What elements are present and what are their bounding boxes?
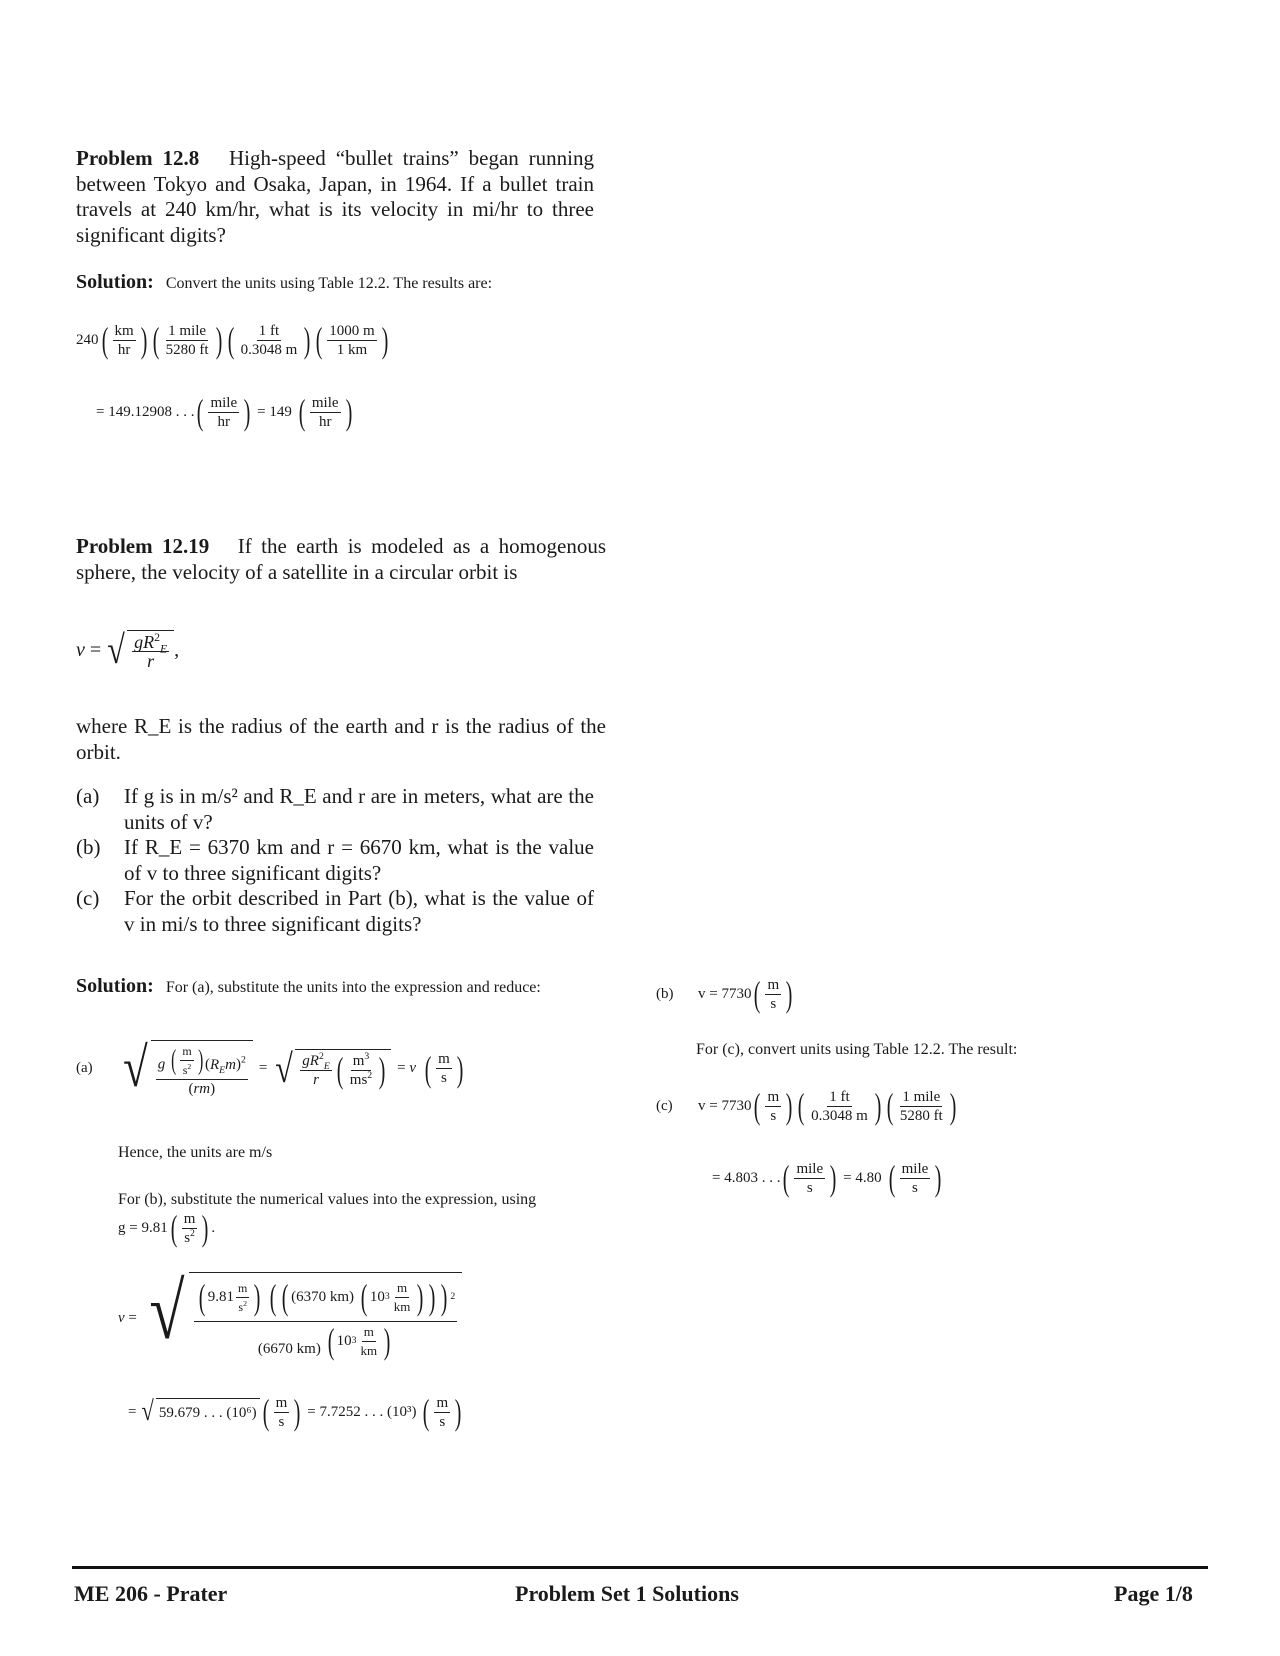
equation-c-result: = 4.803 . . . ( $\frac{\text{mile}}{s}$ ) = 4.80 ( $\frac{\text{mile}}{s}$ ) [712, 1158, 942, 1198]
equation-12-8-b: = 149.12908 . . . ( $\frac{\text{mile}}{hr}$ ) = 149 ( $\frac{\text{mile}}{hr}$ ) [96, 392, 352, 432]
solution-12-8 [76, 272, 636, 294]
where-text: where R_E is the radius of the earth and r is the radius of the orbit. [76, 714, 606, 764]
footer-left: ME 206 - Prater [74, 1581, 228, 1606]
for-b-text: For (b), substitute the numerical values into the expression, using [118, 1191, 537, 1208]
equation-b-numeric: v = √ ( 9.81 $\frac{m}{s^2}$ ) ( ( (6370 km) ( 10 3 $\frac{m}{km}$ ) ) ) 2 (6670 km) ( 10 3 $\frac{m}{km}$ ) [118, 1272, 462, 1364]
footer-center: Problem Set 1 Solutions [515, 1581, 739, 1606]
question-a: (a) If g is in m/s² and R_E and r are in meters, what are the units of v? [76, 784, 594, 834]
formula-lhs: v = [76, 638, 102, 661]
solution-12-19 [76, 976, 606, 998]
problem-label: Problem 12.8 [76, 146, 200, 170]
equation-a-units: (a) √ g ( $\frac{m}{s^2}$ ) $(R_Em)^2$ (rm) = √ $\frac{gR^2_E}{r}$ ( $\frac{m^3}{ms^2}$ ) = v ( $\frac{m}{s}$ ) [76, 1037, 464, 1099]
footer-rule [72, 1566, 1208, 1569]
problem-label: Problem 12.19 [76, 534, 210, 558]
question-c: (c) For the orbit described in Part (b), what is the value of v in mi/s to three significant digits? [76, 886, 594, 936]
equation-12-8-a: 240 ( $\frac{km}{hr}$ ) ( $\frac{\text{1 mile}}{5280 ft}$ ) ( $\frac{1 ft}{0.3048 m}$ ) ( $\frac{1000 m}{1 km}$ ) [76, 320, 388, 360]
footer-page-number: Page 1/8 [1114, 1581, 1193, 1606]
hence-text: Hence, the units are m/s [118, 1144, 273, 1161]
equation-c: (c) v = 7730 ( $\frac{m}{s}$ ) ( $\frac{1 ft}{0.3048 m}$ ) ( $\frac{\text{1 mile}}{5280 ft}$ ) [656, 1086, 957, 1126]
solution-text: Convert the units using Table 12.2. The results are: [165, 275, 493, 292]
equation-b-result: = √ 59.679 . . . (10⁶) ( $\frac{m}{s}$ ) = 7.7252 . . . (10³) ( $\frac{m}{s}$ ) [128, 1392, 462, 1432]
problem-text: High-speed “bullet trains” began running between Tokyo and Osaka, Japan, in 1964. If a bullet train travels at 240 km/hr, what is its velocity in mi/hr to three significant digits? [76, 146, 594, 247]
problem-text: If the earth is modeled as a homogenous sphere, the velocity of a satellite in a circular orbit is [76, 534, 606, 584]
solution-label: Solution: [76, 271, 154, 293]
result-b: (b) v = 7730 ( $\frac{m}{s}$ ) [656, 974, 793, 1014]
solution-text: For (a), substitute the units into the expression and reduce: [165, 979, 541, 996]
problem-12-8 [76, 146, 594, 248]
for-c-text: For (c), convert units using Table 12.2. The result: [696, 1041, 1018, 1058]
g-value: g = 9.81 ( $\frac{m}{s^2}$ ) . [118, 1208, 216, 1248]
problem-12-19 [76, 534, 606, 585]
formula-velocity: v = √ $\frac{gR^2_E}{r}$ , [76, 627, 180, 672]
solution-label: Solution: [76, 975, 154, 997]
question-b: (b) If R_E = 6370 km and r = 6670 km, what is the value of v to three significant digits? [76, 835, 594, 885]
